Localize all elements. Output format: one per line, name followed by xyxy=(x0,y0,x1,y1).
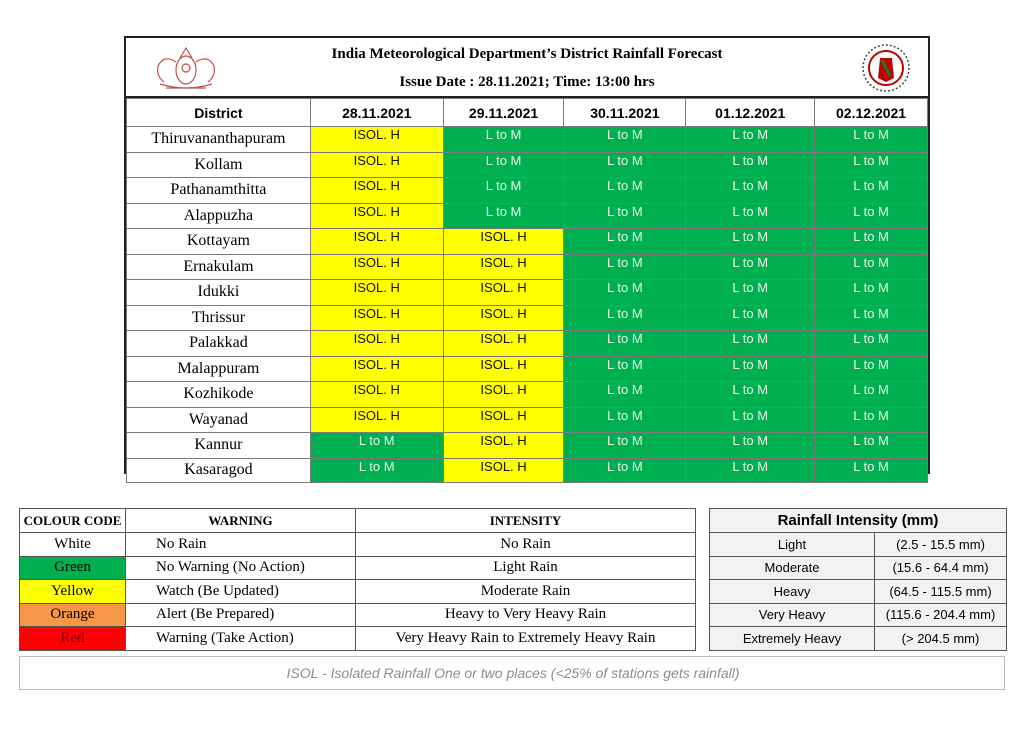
forecast-cell: ISOL. H xyxy=(310,178,443,204)
isol-note-box xyxy=(19,656,1005,690)
district-name: Idukki xyxy=(127,280,311,306)
legend-header-row xyxy=(20,509,696,533)
legend-colour-header: COLOUR CODE xyxy=(20,509,126,533)
legend-warning-header: WARNING xyxy=(126,509,356,533)
forecast-cell: ISOL. H xyxy=(443,433,564,459)
forecast-cell: L to M xyxy=(686,127,815,153)
forecast-cell: ISOL. H xyxy=(310,203,443,229)
issue-date: Issue Date : 28.11.2021; Time: 13:00 hrs xyxy=(399,74,655,90)
forecast-cell: L to M xyxy=(686,356,815,382)
intensity-row xyxy=(710,556,1007,580)
forecast-cell: L to M xyxy=(815,356,928,382)
intensity-name: Extremely Heavy xyxy=(710,627,875,651)
forecast-cell: L to M xyxy=(564,305,686,331)
intensity-range: (64.5 - 115.5 mm) xyxy=(875,580,1007,604)
forecast-cell: ISOL. H xyxy=(310,280,443,306)
colour-code-cell: Red xyxy=(20,627,126,651)
forecast-row xyxy=(127,382,928,408)
forecast-cell: L to M xyxy=(686,254,815,280)
district-name: Wayanad xyxy=(127,407,311,433)
warning-cell: No Warning (No Action) xyxy=(126,556,356,580)
forecast-cell: L to M xyxy=(686,458,815,482)
forecast-cell: L to M xyxy=(443,203,564,229)
forecast-cell: L to M xyxy=(564,127,686,153)
forecast-cell: ISOL. H xyxy=(443,229,564,255)
forecast-cell: L to M xyxy=(564,229,686,255)
forecast-cell: L to M xyxy=(815,152,928,178)
forecast-cell: ISOL. H xyxy=(310,356,443,382)
forecast-cell: ISOL. H xyxy=(310,152,443,178)
legend-intensity-header: INTENSITY xyxy=(356,509,696,533)
forecast-cell: L to M xyxy=(564,331,686,357)
forecast-cell: L to M xyxy=(564,280,686,306)
forecast-cell: L to M xyxy=(686,280,815,306)
imd-logo-icon xyxy=(860,42,912,94)
forecast-cell: ISOL. H xyxy=(443,382,564,408)
forecast-cell: ISOL. H xyxy=(443,356,564,382)
warning-cell: Alert (Be Prepared) xyxy=(126,603,356,627)
legend-row xyxy=(20,533,696,557)
forecast-cell: L to M xyxy=(310,458,443,482)
forecast-cell: ISOL. H xyxy=(310,229,443,255)
forecast-cell: L to M xyxy=(686,305,815,331)
date-column-header: 29.11.2021 xyxy=(443,99,564,127)
district-name: Malappuram xyxy=(127,356,311,382)
intensity-range: (2.5 - 15.5 mm) xyxy=(875,533,1007,557)
intensity-name: Moderate xyxy=(710,556,875,580)
forecast-cell: L to M xyxy=(686,407,815,433)
forecast-cell: L to M xyxy=(686,433,815,459)
legend-row xyxy=(20,556,696,580)
forecast-cell: ISOL. H xyxy=(310,254,443,280)
intensity-range: (15.6 - 64.4 mm) xyxy=(875,556,1007,580)
forecast-cell: L to M xyxy=(686,178,815,204)
forecast-cell: L to M xyxy=(564,356,686,382)
intensity-range: (115.6 - 204.4 mm) xyxy=(875,603,1007,627)
district-name: Ernakulam xyxy=(127,254,311,280)
forecast-cell: L to M xyxy=(564,203,686,229)
forecast-cell: L to M xyxy=(564,458,686,482)
forecast-cell: L to M xyxy=(815,331,928,357)
date-column-header: 02.12.2021 xyxy=(815,99,928,127)
intensity-title: Rainfall Intensity (mm) xyxy=(710,509,1007,533)
legend-row xyxy=(20,603,696,627)
forecast-row xyxy=(127,203,928,229)
page-title: India Meteorological Department’s District Rainfall Forecast xyxy=(331,46,723,62)
intensity-cell: Heavy to Very Heavy Rain xyxy=(356,603,696,627)
colour-code-cell: Yellow xyxy=(20,580,126,604)
forecast-panel xyxy=(124,36,930,478)
forecast-header-row xyxy=(127,99,928,127)
district-column-header: District xyxy=(127,99,311,127)
intensity-name: Very Heavy xyxy=(710,603,875,627)
forecast-cell: L to M xyxy=(815,458,928,482)
intensity-header-row xyxy=(710,509,1007,533)
forecast-cell: L to M xyxy=(815,305,928,331)
forecast-cell: L to M xyxy=(815,203,928,229)
intensity-row xyxy=(710,533,1007,557)
intensity-row xyxy=(710,627,1007,651)
forecast-row xyxy=(127,305,928,331)
district-name: Kottayam xyxy=(127,229,311,255)
forecast-cell: L to M xyxy=(815,433,928,459)
district-name: Thrissur xyxy=(127,305,311,331)
intensity-row xyxy=(710,603,1007,627)
colour-code-cell: Green xyxy=(20,556,126,580)
forecast-cell: L to M xyxy=(443,178,564,204)
forecast-row xyxy=(127,356,928,382)
forecast-cell: L to M xyxy=(564,433,686,459)
forecast-cell: ISOL. H xyxy=(443,331,564,357)
forecast-cell: ISOL. H xyxy=(443,280,564,306)
forecast-cell: L to M xyxy=(686,229,815,255)
forecast-row xyxy=(127,178,928,204)
intensity-range: (> 204.5 mm) xyxy=(875,627,1007,651)
forecast-cell: L to M xyxy=(443,152,564,178)
forecast-cell: L to M xyxy=(815,254,928,280)
intensity-cell: Light Rain xyxy=(356,556,696,580)
forecast-cell: L to M xyxy=(564,254,686,280)
district-name: Pathanamthitta xyxy=(127,178,311,204)
forecast-cell: L to M xyxy=(564,407,686,433)
district-name: Thiruvananthapuram xyxy=(127,127,311,153)
legend-row xyxy=(20,580,696,604)
forecast-cell: L to M xyxy=(310,433,443,459)
district-name: Kozhikode xyxy=(127,382,311,408)
forecast-row xyxy=(127,280,928,306)
forecast-cell: ISOL. H xyxy=(310,127,443,153)
warning-cell: Warning (Take Action) xyxy=(126,627,356,651)
forecast-cell: L to M xyxy=(564,382,686,408)
forecast-cell: ISOL. H xyxy=(310,407,443,433)
forecast-row xyxy=(127,331,928,357)
forecast-row xyxy=(127,458,928,482)
forecast-cell: L to M xyxy=(815,178,928,204)
forecast-cell: L to M xyxy=(815,280,928,306)
legend-row xyxy=(20,627,696,651)
forecast-header xyxy=(126,38,928,98)
forecast-cell: L to M xyxy=(815,127,928,153)
forecast-cell: ISOL. H xyxy=(443,305,564,331)
intensity-cell: No Rain xyxy=(356,533,696,557)
date-column-header: 30.11.2021 xyxy=(564,99,686,127)
district-name: Kollam xyxy=(127,152,311,178)
forecast-cell: ISOL. H xyxy=(310,382,443,408)
district-name: Kannur xyxy=(127,433,311,459)
isol-note: ISOL - Isolated Rainfall One or two places (<25% of stations gets rainfall) xyxy=(286,665,740,681)
forecast-cell: L to M xyxy=(686,152,815,178)
intensity-cell: Very Heavy Rain to Extremely Heavy Rain xyxy=(356,627,696,651)
district-name: Kasaragod xyxy=(127,458,311,482)
forecast-cell: L to M xyxy=(443,127,564,153)
legend-body xyxy=(20,533,696,651)
forecast-row xyxy=(127,127,928,153)
forecast-cell: L to M xyxy=(564,152,686,178)
forecast-cell: L to M xyxy=(815,407,928,433)
forecast-cell: ISOL. H xyxy=(443,407,564,433)
colour-code-cell: Orange xyxy=(20,603,126,627)
forecast-cell: ISOL. H xyxy=(443,254,564,280)
intensity-body xyxy=(710,533,1007,651)
district-name: Alappuzha xyxy=(127,203,311,229)
intensity-name: Heavy xyxy=(710,580,875,604)
forecast-cell: L to M xyxy=(815,229,928,255)
warning-cell: Watch (Be Updated) xyxy=(126,580,356,604)
forecast-cell: ISOL. H xyxy=(310,305,443,331)
intensity-row xyxy=(710,580,1007,604)
forecast-body xyxy=(127,127,928,483)
rainfall-intensity-table xyxy=(709,508,1007,651)
date-column-header: 28.11.2021 xyxy=(310,99,443,127)
forecast-row xyxy=(127,152,928,178)
forecast-row xyxy=(127,433,928,459)
district-name: Palakkad xyxy=(127,331,311,357)
forecast-cell: L to M xyxy=(564,178,686,204)
warning-cell: No Rain xyxy=(126,533,356,557)
forecast-cell: L to M xyxy=(815,382,928,408)
forecast-table xyxy=(126,98,928,483)
forecast-cell: L to M xyxy=(686,203,815,229)
forecast-row xyxy=(127,254,928,280)
forecast-cell: ISOL. H xyxy=(443,458,564,482)
forecast-cell: L to M xyxy=(686,382,815,408)
intensity-name: Light xyxy=(710,533,875,557)
forecast-cell: ISOL. H xyxy=(310,331,443,357)
colour-code-legend xyxy=(19,508,696,651)
forecast-cell: L to M xyxy=(686,331,815,357)
intensity-cell: Moderate Rain xyxy=(356,580,696,604)
forecast-row xyxy=(127,229,928,255)
forecast-row xyxy=(127,407,928,433)
colour-code-cell: White xyxy=(20,533,126,557)
date-column-header: 01.12.2021 xyxy=(686,99,815,127)
